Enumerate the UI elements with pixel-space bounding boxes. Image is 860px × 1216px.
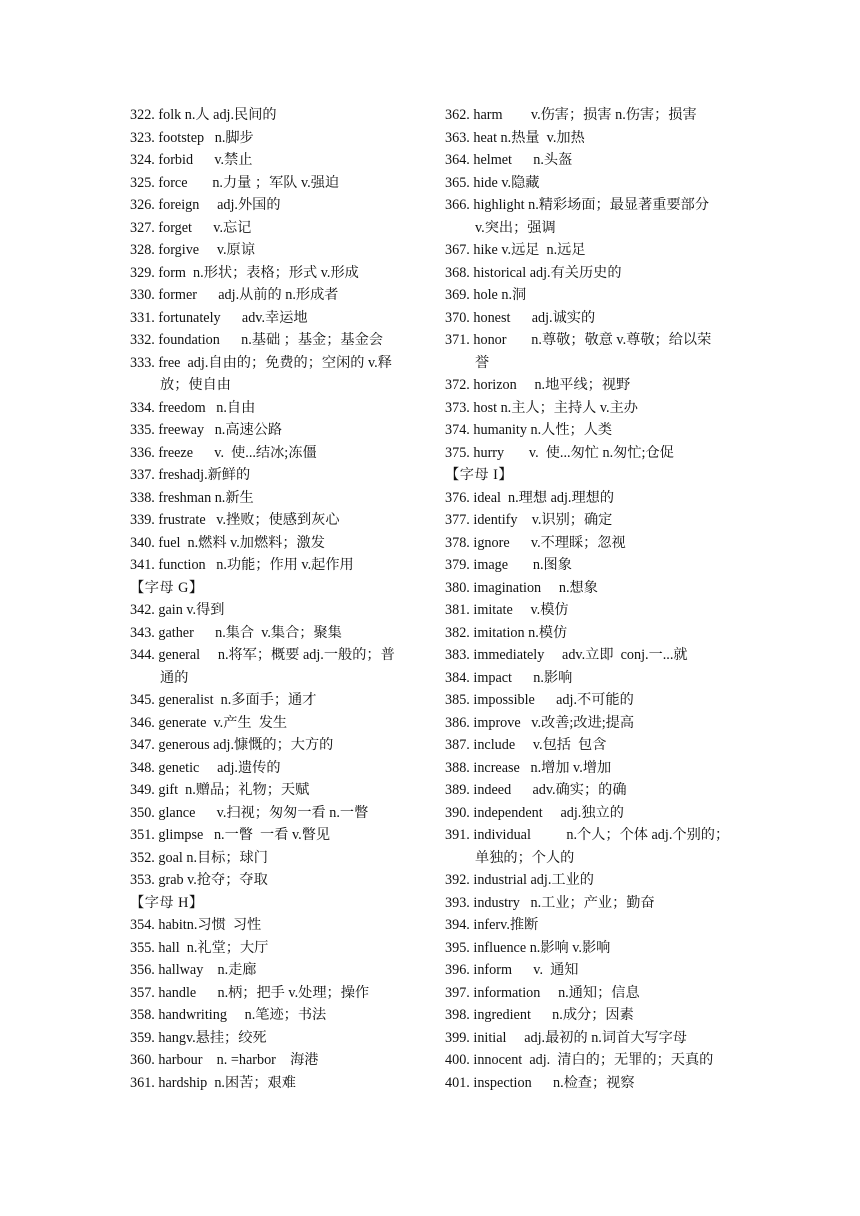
vocab-entry xyxy=(445,982,745,1005)
entry-text: 394. inferv.推断 xyxy=(445,917,539,933)
vocab-entry xyxy=(445,779,745,802)
vocab-entry xyxy=(130,104,430,127)
entry-continuation: 誉 xyxy=(475,354,490,371)
entry-text: 380. imagination n.想象 xyxy=(445,579,598,596)
section-heading: 【字母 I】 xyxy=(445,467,514,483)
entry-text: 334. freedom n.自由 xyxy=(130,399,256,416)
vocab-entry xyxy=(130,352,430,397)
vocab-entry xyxy=(130,622,430,645)
vocab-entry xyxy=(130,982,430,1005)
entry-text: 344. general n.将军；概要 adj.一般的；普 xyxy=(130,647,395,663)
entry-text: 354. habitn.习惯 习性 xyxy=(130,917,262,933)
entry-text: 345. generalist n.多面手；通才 xyxy=(130,692,317,708)
entry-text: 372. horizon n.地平线；视野 xyxy=(445,377,631,393)
vocab-entry xyxy=(445,959,745,982)
vocab-entry xyxy=(130,509,430,532)
vocab-entry xyxy=(130,194,430,217)
vocab-entry xyxy=(130,262,430,285)
vocab-entry xyxy=(130,442,430,465)
vocab-entry xyxy=(445,667,745,690)
entry-text: 379. image n.图象 xyxy=(445,557,572,573)
vocab-entry xyxy=(445,509,745,532)
vocab-entry xyxy=(130,487,430,510)
entry-text: 364. helmet n.头盔 xyxy=(445,152,573,168)
entry-text: 385. impossible adj.不可能的 xyxy=(445,692,634,708)
vocab-entry xyxy=(445,329,745,374)
section-heading: 【字母 G】 xyxy=(130,579,204,596)
vocab-entry xyxy=(445,487,745,510)
vocab-entry xyxy=(130,689,430,712)
entry-text: 383. immediately adv.立即 conj.一...就 xyxy=(445,647,688,663)
entry-text: 386. improve v.改善;改进;提高 xyxy=(445,714,635,731)
vocab-entry xyxy=(445,374,745,397)
vocab-entry xyxy=(130,959,430,982)
vocab-entry xyxy=(445,892,745,915)
vocab-entry xyxy=(445,712,745,735)
vocab-entry xyxy=(445,419,745,442)
vocab-entry xyxy=(130,914,430,937)
entry-text: 327. forget v.忘记 xyxy=(130,219,252,236)
entry-text: 375. hurry v. 使...匆忙 n.匆忙;仓促 xyxy=(445,444,674,461)
entry-text: 374. humanity n.人性；人类 xyxy=(445,422,613,438)
vocab-entry xyxy=(445,397,745,420)
entry-text: 322. folk n.人 adj.民间的 xyxy=(130,107,277,123)
vocab-entry xyxy=(445,172,745,195)
entry-text: 390. independent adj.独立的 xyxy=(445,804,624,821)
vocab-entry xyxy=(445,914,745,937)
entry-text: 367. hike v.远足 n.远足 xyxy=(445,242,586,258)
vocab-entry xyxy=(130,419,430,442)
vocab-entry xyxy=(130,802,430,825)
entry-text: 326. foreign adj.外国的 xyxy=(130,197,281,213)
entry-text: 365. hide v.隐藏 xyxy=(445,174,540,191)
entry-text: 389. indeed adv.确实；的确 xyxy=(445,782,627,798)
entry-text: 329. form n.形状；表格；形式 v.形成 xyxy=(130,264,359,281)
vocab-entry xyxy=(130,284,430,307)
vocab-entry xyxy=(445,1072,745,1095)
entry-text: 360. harbour n. =harbor 海港 xyxy=(130,1052,319,1068)
entry-text: 348. genetic adj.遗传的 xyxy=(130,759,281,776)
vocab-entry xyxy=(130,172,430,195)
vocab-entry xyxy=(445,1004,745,1027)
entry-text: 391. individual n.个人；个体 adj.个别的； xyxy=(445,827,730,843)
vocab-entry xyxy=(130,757,430,780)
entry-text: 351. glimpse n.一瞥 一看 v.瞥见 xyxy=(130,827,331,843)
entry-text: 387. include v.包括 包含 xyxy=(445,737,607,753)
vocab-entry xyxy=(445,262,745,285)
entry-text: 388. increase n.增加 v.增加 xyxy=(445,759,612,776)
entry-text: 369. hole n.洞 xyxy=(445,287,527,303)
vocab-entry xyxy=(445,1049,745,1072)
entry-text: 381. imitate v.模仿 xyxy=(445,602,569,618)
vocab-entry xyxy=(130,869,430,892)
entry-text: 395. influence n.影响 v.影响 xyxy=(445,939,611,956)
entry-text: 392. industrial adj.工业的 xyxy=(445,872,594,888)
vocab-entry xyxy=(445,622,745,645)
vocab-entry xyxy=(445,127,745,150)
vocab-entry xyxy=(445,734,745,757)
entry-text: 350. glance v.扫视；匆匆一看 n.一瞥 xyxy=(130,804,369,821)
vocab-entry xyxy=(130,149,430,172)
vocab-entry xyxy=(445,824,745,869)
vocab-entry xyxy=(445,104,745,127)
vocab-entry xyxy=(130,779,430,802)
vocab-entry xyxy=(445,442,745,465)
vocab-entry xyxy=(445,802,745,825)
vocab-entry xyxy=(130,464,430,487)
entry-text: 338. freshman n.新生 xyxy=(130,489,254,506)
vocab-entry xyxy=(130,397,430,420)
entry-text: 332. foundation n.基础 ；基金；基金会 xyxy=(130,332,383,348)
vocab-entry xyxy=(130,734,430,757)
entry-text: 382. imitation n.模仿 xyxy=(445,624,568,641)
vocab-entry xyxy=(130,1049,430,1072)
entry-text: 328. forgive v.原谅 xyxy=(130,242,255,258)
entry-text: 362. harm v.伤害；损害 n.伤害；损害 xyxy=(445,107,697,123)
entry-text: 357. handle n.柄；把手 v.处理；操作 xyxy=(130,984,370,1001)
entry-text: 363. heat n.热量 v.加热 xyxy=(445,129,585,146)
entry-text: 323. footstep n.脚步 xyxy=(130,129,254,146)
entry-text: 378. ignore v.不理睬；忽视 xyxy=(445,534,626,551)
vocab-entry xyxy=(130,217,430,240)
vocab-entry xyxy=(445,554,745,577)
entry-text: 371. honor n.尊敬；敬意 v.尊敬；给以荣 xyxy=(445,332,712,348)
entry-text: 384. impact n.影响 xyxy=(445,669,573,686)
entry-text: 347. generous adj.慷慨的；大方的 xyxy=(130,737,334,753)
vocab-entry xyxy=(130,937,430,960)
entry-text: 346. generate v.产生 发生 xyxy=(130,714,288,731)
vocab-entry xyxy=(445,689,745,712)
entry-text: 353. grab v.抢夺；夺取 xyxy=(130,872,268,888)
vocab-entry xyxy=(130,1027,430,1050)
vocab-entry xyxy=(445,869,745,892)
entry-text: 330. former adj.从前的 n.形成者 xyxy=(130,287,339,303)
entry-text: 366. highlight n.精彩场面；最显著重要部分 xyxy=(445,197,710,213)
entry-text: 355. hall n.礼堂；大厅 xyxy=(130,939,269,956)
entry-text: 359. hangv.悬挂；绞死 xyxy=(130,1029,267,1046)
right-column xyxy=(445,104,745,1094)
vocab-entry xyxy=(445,532,745,555)
vocab-entry xyxy=(445,1027,745,1050)
vocab-entry xyxy=(130,599,430,622)
vocab-entry xyxy=(130,712,430,735)
entry-text: 337. freshadj.新鲜的 xyxy=(130,467,251,483)
entry-text: 361. hardship n.困苦；艰难 xyxy=(130,1074,296,1091)
left-column xyxy=(130,104,430,1094)
entry-text: 393. industry n.工业；产业；勤奋 xyxy=(445,894,655,911)
vocab-entry xyxy=(130,1004,430,1027)
entry-text: 343. gather n.集合 v.集合；聚集 xyxy=(130,624,342,641)
entry-text: 340. fuel n.燃料 v.加燃料；激发 xyxy=(130,534,325,551)
vocab-entry xyxy=(445,757,745,780)
vocab-entry xyxy=(130,329,430,352)
vocab-entry xyxy=(130,644,430,689)
vocab-entry xyxy=(130,824,430,847)
vocab-entry xyxy=(130,239,430,262)
vocab-entry xyxy=(445,194,745,239)
entry-text: 370. honest adj.诚实的 xyxy=(445,309,596,326)
entry-text: 335. freeway n.高速公路 xyxy=(130,422,283,438)
vocab-entry xyxy=(445,937,745,960)
entry-text: 358. handwriting n.笔迹；书法 xyxy=(130,1007,327,1023)
entry-text: 339. frustrate v.挫败；使感到灰心 xyxy=(130,512,340,528)
vocab-entry xyxy=(445,644,745,667)
entry-text: 325. force n.力量 ；军队 v.强迫 xyxy=(130,174,340,191)
vocab-entry xyxy=(130,1072,430,1095)
vocab-entry xyxy=(130,554,430,577)
vocab-entry xyxy=(130,532,430,555)
entry-continuation: 通的 xyxy=(160,669,189,686)
entry-text: 398. ingredient n.成分；因素 xyxy=(445,1007,634,1023)
entry-text: 352. goal n.目标；球门 xyxy=(130,849,268,866)
entry-text: 397. information n.通知；信息 xyxy=(445,984,640,1001)
vocab-entry xyxy=(445,307,745,330)
vocab-entry xyxy=(130,127,430,150)
entry-text: 396. inform v. 通知 xyxy=(445,962,579,978)
entry-text: 401. inspection n.检查；视察 xyxy=(445,1074,635,1091)
entry-text: 356. hallway n.走廊 xyxy=(130,962,257,978)
entry-text: 377. identify v.识别；确定 xyxy=(445,512,613,528)
entry-text: 376. ideal n.理想 adj.理想的 xyxy=(445,489,615,506)
entry-text: 336. freeze v. 使...结冰;冻僵 xyxy=(130,444,317,461)
vocab-entry xyxy=(130,307,430,330)
section-heading: 【字母 H】 xyxy=(130,894,204,911)
entry-continuation: 放；使自由 xyxy=(160,377,231,393)
entry-text: 341. function n.功能；作用 v.起作用 xyxy=(130,557,354,573)
entry-text: 331. fortunately adv.幸运地 xyxy=(130,309,308,326)
entry-text: 368. historical adj.有关历史的 xyxy=(445,264,622,281)
entry-text: 400. innocent adj. 清白的；无罪的；天真的 xyxy=(445,1052,714,1068)
entry-continuation: v.突出；强调 xyxy=(475,219,556,236)
vocab-entry xyxy=(445,284,745,307)
entry-continuation: 单独的；个人的 xyxy=(475,849,575,866)
vocab-entry xyxy=(130,847,430,870)
vocab-entry xyxy=(445,577,745,600)
entry-text: 399. initial adj.最初的 n.词首大写字母 xyxy=(445,1029,687,1046)
entry-text: 342. gain v.得到 xyxy=(130,602,225,618)
entry-text: 349. gift n.赠品；礼物；天赋 xyxy=(130,782,310,798)
vocab-entry xyxy=(445,599,745,622)
vocab-entry xyxy=(445,239,745,262)
entry-text: 333. free adj.自由的；免费的；空闲的 v.释 xyxy=(130,354,392,371)
entry-text: 324. forbid v.禁止 xyxy=(130,152,253,168)
vocab-entry xyxy=(445,149,745,172)
entry-text: 373. host n.主人；主持人 v.主办 xyxy=(445,399,638,416)
